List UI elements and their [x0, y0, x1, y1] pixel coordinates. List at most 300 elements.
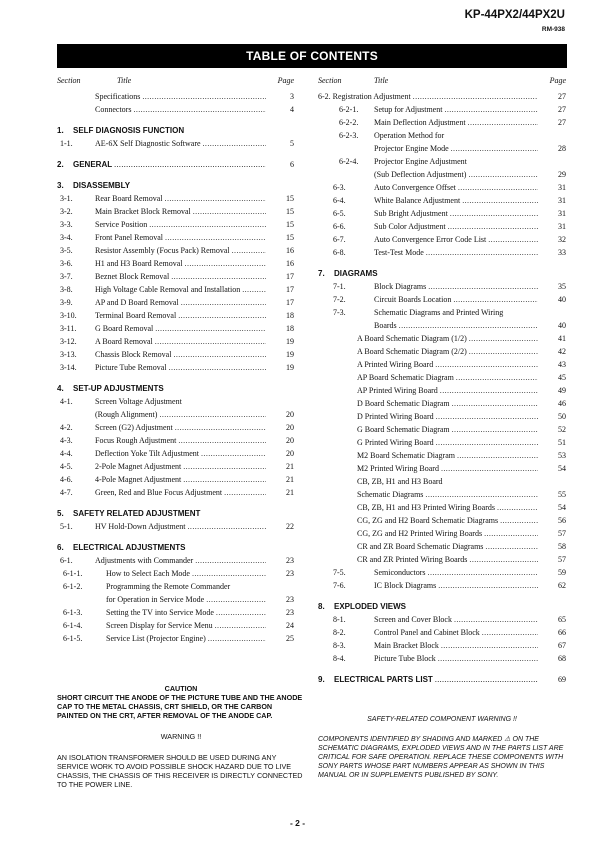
entry-title: AE-6X Self Diagnostic Software — [95, 139, 201, 148]
toc-entry — [57, 309, 294, 322]
header-page: Page — [277, 76, 294, 85]
entry-page: 33 — [558, 248, 566, 257]
entry-title: AP Board Schematic Diagram — [357, 373, 454, 382]
entry-page: 15 — [286, 220, 294, 229]
entry-page: 31 — [558, 183, 566, 192]
entry-title: A Board Schematic Diagram (1/2) — [357, 334, 467, 343]
toc-entry — [318, 371, 566, 384]
dot-leader — [482, 626, 538, 639]
entry-page: 46 — [558, 399, 566, 408]
toc-entry — [57, 244, 294, 257]
dot-leader — [224, 486, 266, 499]
toc-entry — [57, 580, 294, 593]
column-headers — [318, 76, 566, 90]
dot-leader — [169, 361, 266, 374]
entry-number: 3-6. — [60, 259, 73, 268]
dot-leader — [183, 473, 266, 486]
entry-title: Chassis Block Removal — [95, 350, 172, 359]
entry-page: 27 — [558, 92, 566, 101]
entry-number: 7-5. — [333, 568, 346, 577]
toc-entry — [318, 116, 566, 129]
dot-leader — [488, 233, 538, 246]
entry-page: 25 — [286, 634, 294, 643]
toc-left-column — [57, 76, 294, 645]
entry-title: White Balance Adjustment — [374, 196, 461, 205]
entry-page: 16 — [286, 246, 294, 255]
toc-entry — [57, 632, 294, 645]
dot-leader — [457, 449, 538, 462]
section-gap — [318, 665, 566, 673]
entry-number: 5. — [57, 509, 64, 518]
entry-title: Setup for Adjustment — [374, 105, 443, 114]
toc-entry — [318, 613, 566, 626]
entry-number: 7. — [318, 269, 325, 278]
toc-entry — [318, 501, 566, 514]
dot-leader — [232, 244, 266, 257]
entry-number: 6-5. — [333, 209, 346, 218]
entry-number: 6-2-1. — [339, 105, 359, 114]
entry-title: Boards — [374, 321, 397, 330]
entry-number: 2. — [57, 160, 64, 169]
dot-leader — [436, 410, 538, 423]
entry-number: 6-4. — [333, 196, 346, 205]
dot-leader — [165, 231, 266, 244]
dot-leader — [208, 632, 266, 645]
dot-leader — [188, 520, 266, 533]
entry-page: 54 — [558, 503, 566, 512]
dot-leader — [444, 103, 538, 116]
safety-warning-block — [318, 716, 566, 780]
entry-number: 7-2. — [333, 295, 346, 304]
toc-entry — [57, 606, 294, 619]
entry-title: Main Deflection Adjustment — [374, 118, 466, 127]
entry-page: 20 — [286, 436, 294, 445]
entry-title: 4-Pole Magnet Adjustment — [95, 475, 182, 484]
entry-title: A Board Removal — [95, 337, 153, 346]
entry-title: Circuit Boards Location — [374, 295, 452, 304]
toc-entry — [57, 90, 294, 103]
entry-title: Service List (Projector Engine) — [106, 634, 206, 643]
entry-page: 18 — [286, 311, 294, 320]
section-gap — [318, 592, 566, 600]
dot-leader — [183, 460, 266, 473]
entry-title: How to Select Each Mode — [106, 569, 190, 578]
dot-leader — [133, 103, 266, 116]
toc-entry — [318, 194, 566, 207]
entry-number: 3-5. — [60, 246, 73, 255]
dot-leader — [195, 554, 266, 567]
entry-page: 3 — [290, 92, 294, 101]
dot-leader — [497, 501, 538, 514]
toc-entry — [57, 283, 294, 296]
entry-page: 15 — [286, 207, 294, 216]
entry-title: Picture Tube Removal — [95, 363, 167, 372]
toc-entry — [318, 566, 566, 579]
entry-title: H1 and H3 Board Removal — [95, 259, 183, 268]
entry-number: 3-9. — [60, 298, 73, 307]
entry-title: Schematic Diagrams and Printed Wiring — [374, 308, 504, 317]
toc-entry — [318, 90, 566, 103]
toc-entry — [318, 410, 566, 423]
entry-title: Main Bracket Block Removal — [95, 207, 191, 216]
entry-title: Beznet Block Removal — [95, 272, 170, 281]
header-title: Title — [374, 76, 389, 85]
entry-number: 3-12. — [60, 337, 77, 346]
entry-title: SAFETY RELATED ADJUSTMENT — [73, 509, 201, 518]
entry-number: 5-1. — [60, 522, 73, 531]
entry-page: 16 — [286, 259, 294, 268]
entry-number: 4-4. — [60, 449, 73, 458]
entry-title: Schematic Diagrams — [357, 490, 424, 499]
entry-page: 17 — [286, 285, 294, 294]
dot-leader — [440, 384, 538, 397]
entry-number: 4-5. — [60, 462, 73, 471]
entry-page: 43 — [558, 360, 566, 369]
entry-page: 52 — [558, 425, 566, 434]
entry-number: 6-2-4. — [339, 157, 359, 166]
entry-page: 59 — [558, 568, 566, 577]
entry-title: DISASSEMBLY — [73, 181, 131, 190]
entry-number: 6-3. — [333, 183, 346, 192]
entry-page: 32 — [558, 235, 566, 244]
toc-entry — [318, 652, 566, 665]
entry-number: 1. — [57, 126, 64, 135]
section-gap — [57, 374, 294, 382]
toc-entry — [57, 257, 294, 270]
entry-number: 9. — [318, 675, 325, 684]
entry-title: Adjustments with Commander — [95, 556, 194, 565]
toc-entry — [318, 220, 566, 233]
entry-title: Block Diagrams — [374, 282, 427, 291]
toc-entry — [57, 218, 294, 231]
entry-number: 3-8. — [60, 285, 73, 294]
dot-leader — [201, 447, 266, 460]
entry-title: Auto Convergence Error Code List — [374, 235, 487, 244]
dot-leader — [469, 345, 538, 358]
caution-heading: CAUTION — [164, 684, 198, 693]
toc-entry — [318, 246, 566, 259]
toc-section-heading — [57, 124, 294, 137]
entry-page: 17 — [286, 272, 294, 281]
entry-title: Deflection Yoke Tilt Adjustment — [95, 449, 200, 458]
toc-section-heading — [318, 600, 566, 613]
entry-page: 23 — [286, 608, 294, 617]
toc-entry — [57, 447, 294, 460]
entry-title: CG, ZG and H2 Board Schematic Diagrams — [357, 516, 499, 525]
entry-title: Projector Engine Mode — [374, 144, 449, 153]
entry-page: 57 — [558, 555, 566, 564]
header-title: Title — [117, 76, 132, 85]
toc-section-heading — [318, 267, 566, 280]
toc-entries — [57, 90, 294, 645]
toc-right-column — [318, 76, 566, 686]
entry-title: Main Bracket Block — [374, 641, 439, 650]
remote-model: RM-938 — [541, 26, 565, 33]
entry-page: 55 — [558, 490, 566, 499]
dot-leader — [114, 158, 266, 171]
toc-section-heading — [57, 179, 294, 192]
toc-entry — [318, 475, 566, 488]
dot-leader — [436, 436, 538, 449]
entry-page: 62 — [558, 581, 566, 590]
entry-page: 50 — [558, 412, 566, 421]
entry-page: 69 — [558, 675, 566, 684]
toc-entry — [318, 319, 566, 332]
toc-entry — [57, 619, 294, 632]
dot-leader — [450, 207, 538, 220]
entry-title: Semiconductors — [374, 568, 426, 577]
entry-number: 3-1. — [60, 194, 73, 203]
entry-number: 4-7. — [60, 488, 73, 497]
section-gap — [57, 533, 294, 541]
entry-page: 41 — [558, 334, 566, 343]
entry-title: ELECTRICAL PARTS LIST — [334, 675, 433, 684]
toc-entry — [57, 296, 294, 309]
entry-number: 4-3. — [60, 436, 73, 445]
toc-entry — [318, 207, 566, 220]
entry-title: A Board Schematic Diagram (2/2) — [357, 347, 467, 356]
toc-entry — [318, 168, 566, 181]
entry-title: for Operation in Service Mode — [106, 595, 205, 604]
entry-title: Screen Display for Service Menu — [106, 621, 213, 630]
dot-leader — [178, 434, 266, 447]
model-number: KP-44PX2/44PX2U — [464, 9, 565, 21]
dot-leader — [441, 462, 538, 475]
entry-page: 56 — [558, 516, 566, 525]
toc-entry — [318, 358, 566, 371]
entry-number: 4-6. — [60, 475, 73, 484]
toc-entry — [57, 567, 294, 580]
entry-page: 54 — [558, 464, 566, 473]
entry-title: Terminal Board Removal — [95, 311, 177, 320]
entry-title: CR and ZR Printed Wiring Boards — [357, 555, 468, 564]
dot-leader — [435, 358, 538, 371]
entry-page: 40 — [558, 295, 566, 304]
entry-page: 31 — [558, 222, 566, 231]
entry-number: 6-1-1. — [63, 569, 83, 578]
page-title: TABLE OF CONTENTS — [57, 44, 567, 68]
entry-title: Focus Rough Adjustment — [95, 436, 177, 445]
entry-page: 51 — [558, 438, 566, 447]
entry-number: 8-1. — [333, 615, 346, 624]
dot-leader — [485, 540, 538, 553]
entry-title: Setting the TV into Service Mode — [106, 608, 214, 617]
dot-leader — [441, 639, 538, 652]
toc-entry — [57, 520, 294, 533]
toc-entry — [318, 436, 566, 449]
entry-page: 27 — [558, 118, 566, 127]
toc-entry — [57, 231, 294, 244]
entry-title: CR and ZR Board Schematic Diagrams — [357, 542, 484, 551]
dot-leader — [438, 652, 538, 665]
entry-title: DIAGRAMS — [334, 269, 378, 278]
dot-leader — [452, 397, 538, 410]
toc-entry — [318, 129, 566, 142]
entry-page: 68 — [558, 654, 566, 663]
entry-page: 21 — [286, 475, 294, 484]
entry-title: Projector Engine Adjustment — [374, 157, 467, 166]
entry-number: 3-11. — [60, 324, 77, 333]
entry-title: EXPLODED VIEWS — [334, 602, 407, 611]
dot-leader — [171, 270, 266, 283]
entry-title: Screen Voltage Adjustment — [95, 397, 182, 406]
page-number: - 2 - — [289, 818, 306, 828]
toc-entry — [57, 408, 294, 421]
entry-number: 6-8. — [333, 248, 346, 257]
toc-entry — [57, 460, 294, 473]
entry-page: 23 — [286, 556, 294, 565]
dot-leader — [178, 309, 266, 322]
toc-entry — [318, 553, 566, 566]
toc-entry — [57, 322, 294, 335]
entry-title: Control Panel and Cabinet Block — [374, 628, 480, 637]
entry-page: 53 — [558, 451, 566, 460]
entry-page: 19 — [286, 363, 294, 372]
dot-leader — [468, 168, 538, 181]
section-gap — [57, 116, 294, 124]
entry-number: 4-2. — [60, 423, 73, 432]
toc-entry — [57, 554, 294, 567]
entry-title: High Voltage Cable Removal and Installation — [95, 285, 241, 294]
dot-leader — [428, 280, 538, 293]
toc-entry — [318, 293, 566, 306]
dot-leader — [165, 192, 266, 205]
toc-entry — [318, 626, 566, 639]
entry-page: 27 — [558, 105, 566, 114]
dot-leader — [399, 319, 538, 332]
toc-entry — [57, 434, 294, 447]
entry-page: 19 — [286, 350, 294, 359]
entry-number: 3-10. — [60, 311, 77, 320]
entry-number: 6-2-2. — [339, 118, 359, 127]
column-headers — [57, 76, 294, 90]
entry-page: 42 — [558, 347, 566, 356]
dot-leader — [428, 566, 538, 579]
entry-page: 15 — [286, 194, 294, 203]
entry-title: CB, ZB, H1 and H3 Board — [357, 477, 443, 486]
toc-entry — [318, 103, 566, 116]
entry-number: 8-3. — [333, 641, 346, 650]
entry-title: G Printed Wiring Board — [357, 438, 434, 447]
toc-entry — [318, 384, 566, 397]
dot-leader — [159, 408, 266, 421]
entry-number: 6. — [57, 543, 64, 552]
entry-page: 18 — [286, 324, 294, 333]
warning-heading: WARNING !! — [160, 732, 202, 741]
entry-number: 3. — [57, 181, 64, 190]
entry-page: 17 — [286, 298, 294, 307]
entry-title: Green, Red and Blue Focus Adjustment — [95, 488, 223, 497]
entry-page: 67 — [558, 641, 566, 650]
entry-title: HV Hold-Down Adjustment — [95, 522, 186, 531]
entry-title: Specifications — [95, 92, 141, 101]
entry-page: 29 — [558, 170, 566, 179]
toc-entry — [318, 540, 566, 553]
dot-leader — [206, 593, 266, 606]
dot-leader — [192, 567, 266, 580]
toc-entry — [57, 593, 294, 606]
dot-leader — [155, 322, 266, 335]
entry-title: 6-2. Registration Adjustment — [318, 92, 411, 101]
toc-entry — [318, 527, 566, 540]
dot-leader — [175, 421, 266, 434]
safety-text: COMPONENTS IDENTIFIED BY SHADING AND MARKED ⚠ ON THE SCHEMATIC DIAGRAMS, EXPLODED VIEWS AND IN THE PARTS LIST ARE CRITICAL FOR SAFE OPERATION. REPLACE THESE COMPONENTS WITH SONY PARTS WHOSE PART NUMBERS APPEAR AS SHOWN IN THIS MANUAL OR IN SUPPLEMENTS PUBLISHED BY SONY. — [318, 736, 564, 779]
dot-leader — [242, 283, 266, 296]
entry-number: 7-3. — [333, 308, 346, 317]
entry-title: Programming the Remote Commander — [106, 582, 231, 591]
entry-title: Sub Bright Adjustment — [374, 209, 448, 218]
entry-title: Screen and Cover Block — [374, 615, 452, 624]
toc-entry — [318, 639, 566, 652]
entry-title: Operation Method for — [374, 131, 445, 140]
entry-title: Connectors — [95, 105, 132, 114]
toc-entry — [57, 205, 294, 218]
dot-leader — [469, 553, 538, 566]
entry-page: 20 — [286, 410, 294, 419]
toc-entry — [318, 306, 566, 319]
entry-page: 19 — [286, 337, 294, 346]
entry-number: 6-1-5. — [63, 634, 83, 643]
dot-leader — [142, 90, 266, 103]
dot-leader — [500, 514, 538, 527]
dot-leader — [216, 606, 266, 619]
entry-page: 20 — [286, 423, 294, 432]
dot-leader — [462, 194, 538, 207]
entry-page: 31 — [558, 196, 566, 205]
dot-leader — [456, 371, 538, 384]
toc-entry — [57, 335, 294, 348]
toc-entry — [57, 103, 294, 116]
entry-title: Resistor Assembly (Focus Pack) Removal — [95, 246, 230, 255]
dot-leader — [458, 181, 538, 194]
entry-number: 3-3. — [60, 220, 73, 229]
entry-title: G Board Schematic Diagram — [357, 425, 450, 434]
entry-number: 6-7. — [333, 235, 346, 244]
dot-leader — [149, 218, 266, 231]
section-gap — [57, 499, 294, 507]
toc-entry — [318, 332, 566, 345]
entry-page: 20 — [286, 449, 294, 458]
entry-title: Sub Color Adjustment — [374, 222, 446, 231]
dot-leader — [438, 579, 538, 592]
toc-entry — [318, 142, 566, 155]
header-section: Section — [318, 76, 342, 85]
toc-entries — [318, 90, 566, 686]
entry-number: 3-13. — [60, 350, 77, 359]
entry-page: 21 — [286, 462, 294, 471]
entry-number: 3-2. — [60, 207, 73, 216]
entry-page: 23 — [286, 569, 294, 578]
entry-page: 4 — [290, 105, 294, 114]
entry-title: AP and D Board Removal — [95, 298, 179, 307]
dot-leader — [155, 335, 266, 348]
entry-page: 66 — [558, 628, 566, 637]
toc-entry — [318, 514, 566, 527]
toc-section-heading — [57, 382, 294, 395]
entry-page: 45 — [558, 373, 566, 382]
entry-number: 8-2. — [333, 628, 346, 637]
toc-entry — [57, 473, 294, 486]
dot-leader — [469, 332, 538, 345]
entry-title: Front Panel Removal — [95, 233, 163, 242]
entry-title: Rear Board Removal — [95, 194, 163, 203]
dot-leader — [454, 613, 538, 626]
entry-title: D Printed Wiring Board — [357, 412, 434, 421]
entry-number: 3-7. — [60, 272, 73, 281]
dot-leader — [453, 293, 538, 306]
section-gap — [318, 259, 566, 267]
dot-leader — [452, 423, 538, 436]
